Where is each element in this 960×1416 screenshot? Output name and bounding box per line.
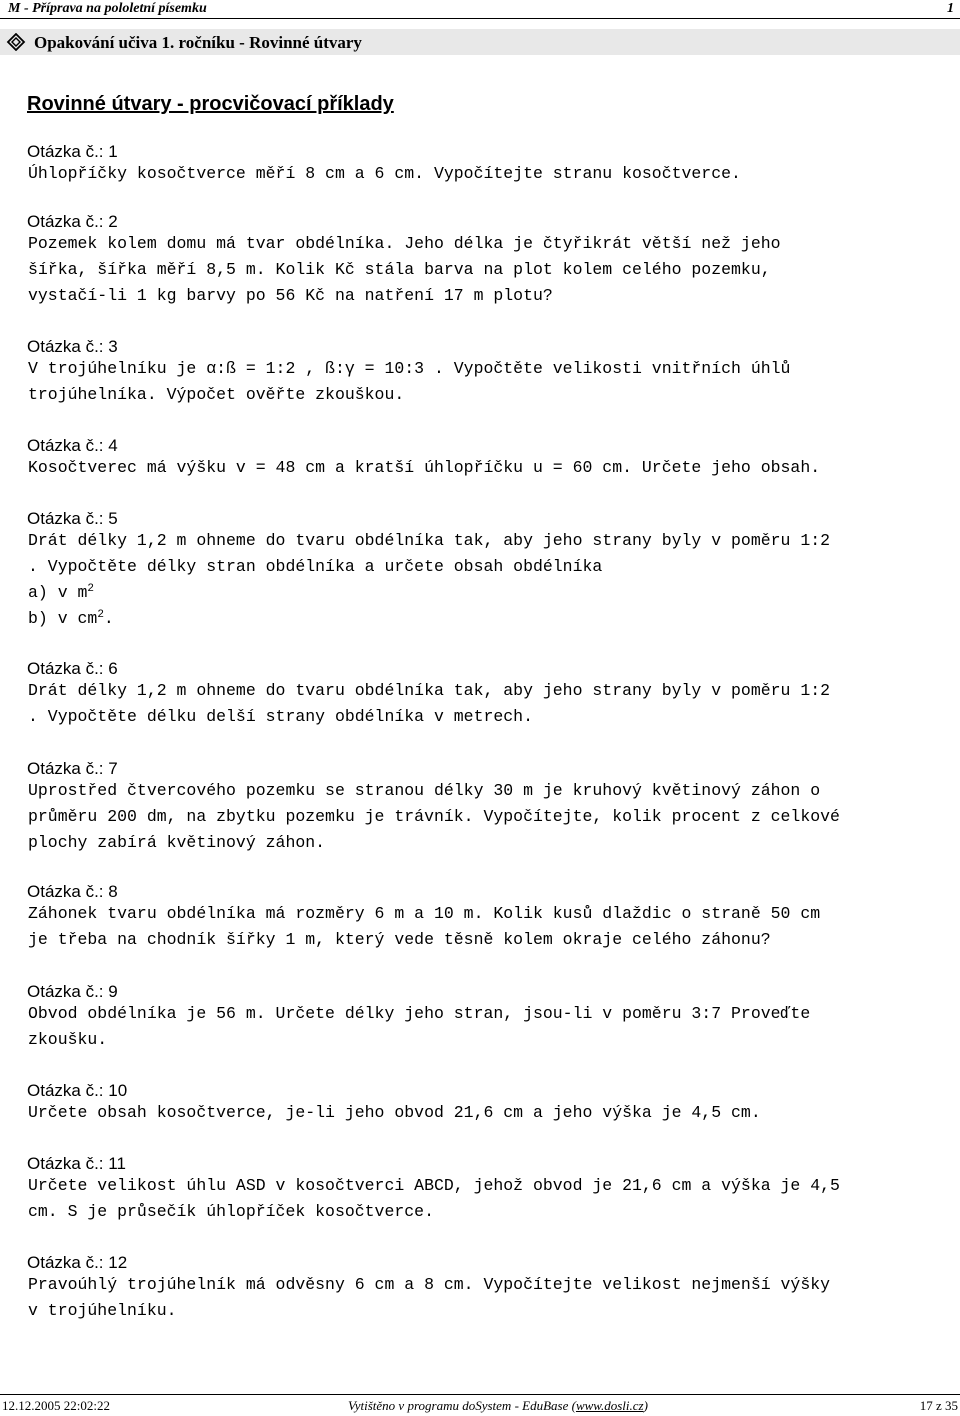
answer-item — [28, 580, 960, 606]
diamond-icon — [4, 33, 28, 51]
printed-by — [348, 1396, 648, 1416]
question-prefix: Otázka č.: — [27, 982, 109, 1001]
page-count: 17 z 35 — [919, 1398, 958, 1413]
question-number: 9 — [108, 982, 118, 1001]
question-label — [27, 1080, 127, 1102]
question-prefix: Otázka č.: — [27, 1154, 109, 1173]
answer-item-exponent: 2 — [87, 583, 95, 595]
print-date: 12.12.2005 22:02:22 — [2, 1398, 110, 1413]
header-page-number: 1 — [947, 1, 954, 16]
question-line: Úhlopříčky kosočtverce měří 8 cm a 6 cm. Vypočítejte stranu kosočtverce. — [28, 164, 741, 183]
question-label — [27, 435, 118, 457]
question-number: 7 — [108, 759, 118, 778]
question-line: Pravoúhlý trojúhelník má odvěsny 6 cm a 8 cm. Vypočítejte velikost nejmenší výšky — [28, 1275, 831, 1294]
page-footer — [0, 1394, 960, 1416]
question-line: cm. S je průsečík úhlopříček kosočtverce. — [28, 1202, 434, 1221]
section-header — [0, 29, 960, 55]
question-line: Určete velikost úhlu ASD v kosočtverci ABCD, jehož obvod je 21,6 cm a výška je 4,5 — [28, 1176, 840, 1195]
question-line: Obvod obdélníka je 56 m. Určete délky jeho stran, jsou-li v poměru 3:7 Proveďte — [28, 1004, 811, 1023]
question-line: v trojúhelníku. — [28, 1301, 177, 1320]
question-prefix: Otázka č.: — [27, 882, 109, 901]
question-number: 1 — [108, 142, 118, 161]
question-label — [27, 336, 118, 358]
printed-by-close: ) — [643, 1398, 648, 1413]
page-header — [0, 0, 960, 19]
question-label — [27, 658, 118, 680]
answer-item-exponent: 2 — [97, 609, 104, 621]
question-line: zkoušku. — [28, 1030, 108, 1049]
question-prefix: Otázka č.: — [27, 1081, 109, 1100]
question-label — [27, 211, 118, 233]
answer-item-text: a) v m — [28, 583, 88, 602]
question-label — [27, 508, 118, 530]
answer-item-tail: . — [103, 609, 114, 628]
question-text — [28, 1173, 960, 1225]
question-text — [28, 901, 960, 953]
main-heading: Rovinné útvary - procvičovací příklady — [27, 93, 394, 115]
question-prefix: Otázka č.: — [27, 659, 109, 678]
question-text — [28, 678, 960, 730]
question-line: Pozemek kolem domu má tvar obdélníka. Jeho délka je čtyřikrát větší než jeho — [28, 234, 781, 253]
question-line: trojúhelníka. Výpočet ověřte zkouškou. — [28, 385, 405, 404]
answer-item-text: b) v cm — [28, 609, 98, 628]
answer-item — [28, 606, 960, 632]
question-prefix: Otázka č.: — [27, 212, 109, 231]
question-line: Drát délky 1,2 m ohneme do tvaru obdélníka tak, aby jeho strany byly v poměru 1:2 — [28, 531, 831, 550]
question-line: průměru 200 dm, na zbytku pozemku je trávník. Vypočítejte, kolik procent z celkové — [28, 807, 840, 826]
question-number: 6 — [108, 659, 118, 678]
question-line: je třeba na chodník šířky 1 m, který vede těsně kolem okraje celého záhonu? — [28, 930, 771, 949]
question-number: 11 — [108, 1154, 126, 1173]
question-prefix: Otázka č.: — [27, 142, 109, 161]
question-prefix: Otázka č.: — [27, 759, 109, 778]
question-text — [28, 1001, 960, 1053]
question-line: Určete obsah kosočtverce, je-li jeho obvod 21,6 cm a jeho výška je 4,5 cm. — [28, 1103, 761, 1122]
question-label — [27, 1252, 127, 1274]
printed-by-text: Vytištěno v programu doSystem - EduBase ( — [348, 1398, 576, 1413]
question-text — [28, 528, 960, 632]
question-line: Záhonek tvaru obdélníka má rozměry 6 m a 10 m. Kolik kusů dlaždic o straně 50 cm — [28, 904, 821, 923]
question-text — [28, 1272, 960, 1324]
question-number: 8 — [108, 882, 118, 901]
question-line: plochy zabírá květinový záhon. — [28, 833, 326, 852]
question-number: 10 — [108, 1081, 128, 1100]
question-label — [27, 981, 118, 1003]
question-line: V trojúhelníku je α:ß = 1:2 , ß:γ = 10:3 . Vypočtěte velikosti vnitřních úhlů — [28, 359, 791, 378]
question-text — [28, 161, 960, 187]
question-number: 5 — [108, 509, 118, 528]
question-line: Kosočtverec má výšku v = 48 cm a kratší úhlopříčku u = 60 cm. Určete jeho obsah. — [28, 458, 821, 477]
question-text — [28, 231, 960, 309]
question-number: 12 — [108, 1253, 128, 1272]
question-prefix: Otázka č.: — [27, 337, 109, 356]
question-text — [28, 455, 960, 481]
question-label — [27, 881, 118, 903]
document-title: M - Příprava na pololetní písemku — [8, 1, 207, 16]
question-number: 2 — [108, 212, 118, 231]
question-line: Drát délky 1,2 m ohneme do tvaru obdélníka tak, aby jeho strany byly v poměru 1:2 — [28, 681, 831, 700]
section-title: Opakování učiva 1. ročníku - Rovinné útvary — [34, 33, 362, 52]
website-link[interactable]: www.dosli.cz — [575, 1398, 644, 1413]
question-prefix: Otázka č.: — [27, 436, 109, 455]
question-label — [27, 141, 118, 163]
question-line: šířka, šířka měří 8,5 m. Kolik Kč stála barva na plot kolem celého pozemku, — [28, 260, 771, 279]
question-line: . Vypočtěte délku delší strany obdélníka v metrech. — [28, 707, 533, 726]
question-text — [28, 778, 960, 856]
question-number: 3 — [108, 337, 118, 356]
question-label — [27, 1153, 126, 1175]
question-number: 4 — [108, 436, 118, 455]
question-text — [28, 1100, 960, 1126]
question-label — [27, 758, 118, 780]
question-line: Uprostřed čtvercového pozemku se stranou délky 30 m je kruhový květinový záhon o — [28, 781, 821, 800]
question-prefix: Otázka č.: — [27, 1253, 109, 1272]
question-prefix: Otázka č.: — [27, 509, 109, 528]
question-line: . Vypočtěte délky stran obdélníka a určete obsah obdélníka — [28, 557, 603, 576]
question-text — [28, 356, 960, 408]
question-line: vystačí-li 1 kg barvy po 56 Kč na natření 17 m plotu? — [28, 286, 553, 305]
